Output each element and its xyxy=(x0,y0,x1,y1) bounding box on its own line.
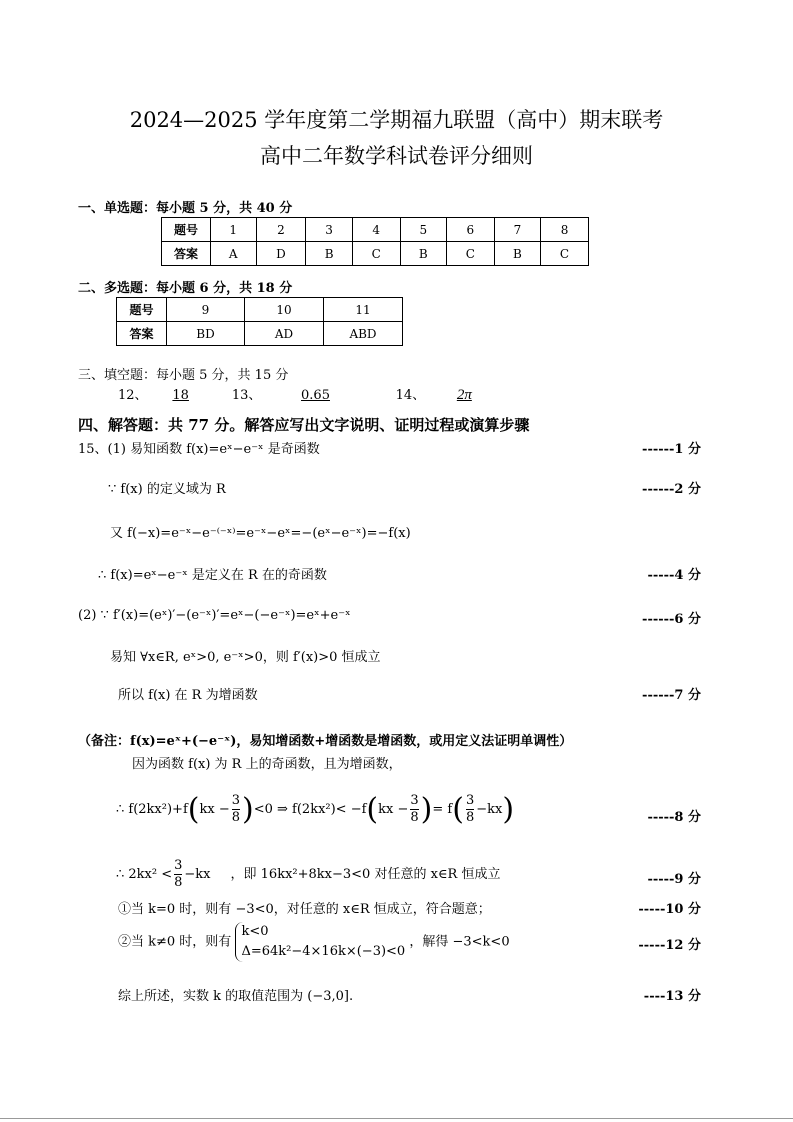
score-label: ----13 分 xyxy=(643,989,701,1004)
case-2-line xyxy=(118,922,510,962)
step-8-line xyxy=(116,792,514,827)
blank-answer: 2π xyxy=(456,387,472,403)
section4-heading: 四、解答题：共 77 分。解答应写出文字说明、证明过程或演算步骤 xyxy=(78,416,530,434)
section2-heading: 二、多选题：每小题 6 分，共 18 分 xyxy=(78,281,293,296)
cell: 9 xyxy=(167,298,245,322)
cell: B xyxy=(306,242,352,266)
proof-line: 15、(1) 易知函数 f(x)=eˣ−e⁻ˣ 是奇函数 xyxy=(78,442,320,457)
blank-answer: 0.65 xyxy=(301,388,330,403)
cell: D xyxy=(256,242,306,266)
condition-system: k<0 Δ=64k²−4×16k×(−3)<0 xyxy=(235,922,405,962)
section1-heading: 一、单选题：每小题 5 分，共 40 分 xyxy=(78,201,293,216)
fill-blank-answers xyxy=(118,384,499,404)
row-label: 题号 xyxy=(162,218,211,242)
remark-line: （备注：f(x)=eˣ+(−e⁻ˣ)，易知增函数+增函数是增函数，或用定义法证明单调性） xyxy=(78,734,573,749)
step-9-line xyxy=(116,858,500,891)
score-label: ------6 分 xyxy=(642,612,701,627)
conclusion-line: 综上所述，实数 k 的取值范围为 (−3,0]. xyxy=(118,989,354,1004)
paren: ) xyxy=(420,792,433,827)
cell: C xyxy=(541,242,589,266)
fraction: $\frac{3}{8}$ xyxy=(410,793,419,825)
cell: 6 xyxy=(446,218,494,242)
score-label: -----12 分 xyxy=(638,938,701,953)
proof-line: (2) ∵ f′(x)=(eˣ)′−(e⁻ˣ)′=eˣ−(−e⁻ˣ)=eˣ+e⁻ˣ xyxy=(78,608,351,623)
expr: −kx xyxy=(184,867,211,882)
score-label: -----4 分 xyxy=(647,568,701,583)
cell: AD xyxy=(245,322,324,346)
section3-heading: 三、填空题：每小题 5 分，共 15 分 xyxy=(78,368,289,383)
cell: B xyxy=(494,242,540,266)
cell: B xyxy=(400,242,446,266)
expr: ∴ 2kx² < xyxy=(116,867,173,882)
cell: 7 xyxy=(494,218,540,242)
table-row xyxy=(162,242,589,266)
multi-choice-table xyxy=(116,297,403,346)
row-label: 答案 xyxy=(162,242,211,266)
score-label: -----10 分 xyxy=(638,902,701,917)
fraction: $\frac{3}{8}$ xyxy=(174,858,183,890)
case-1-line: ①当 k=0 时，则有 −3<0，对任意的 x∈R 恒成立，符合题意； xyxy=(118,902,491,917)
fraction: $\frac{3}{8}$ xyxy=(231,793,240,825)
row-label: 答案 xyxy=(117,322,167,346)
cell: 4 xyxy=(352,218,400,242)
title-line-2: 高中二年数学科试卷评分细则 xyxy=(260,144,533,168)
expr: ，即 16kx²+8kx−3<0 对任意的 x∈R 恒成立 xyxy=(230,867,501,882)
title-line-1: 2024—2025 学年度第二学期福九联盟（高中）期末联考 xyxy=(129,108,664,132)
cell: 3 xyxy=(306,218,352,242)
blank-answer: 18 xyxy=(172,388,189,403)
proof-line: 因为函数 f(x) 为 R 上的奇函数，且为增函数， xyxy=(132,757,402,772)
paren: ( xyxy=(366,792,379,827)
proof-line: 又 f(−x)=e⁻ˣ−e⁻⁽⁻ˣ⁾=e⁻ˣ−eˣ=−(eˣ−e⁻ˣ)=−f(x) xyxy=(110,526,411,541)
cell: C xyxy=(352,242,400,266)
cell: 8 xyxy=(541,218,589,242)
score-label: ------1 分 xyxy=(642,442,701,457)
cell: C xyxy=(446,242,494,266)
table-row xyxy=(117,298,403,322)
expr: <0 ⇒ f(2kx²)< −f xyxy=(253,802,367,817)
table-row xyxy=(162,218,589,242)
cell: 5 xyxy=(400,218,446,242)
proof-line: 所以 f(x) 在 R 为增函数 xyxy=(118,688,258,703)
expr: = f xyxy=(432,802,453,817)
expr: ∴ f(2kx²)+f xyxy=(116,802,188,817)
single-choice-table xyxy=(161,217,589,266)
expr: kx − xyxy=(378,802,409,817)
expr: ，解得 −3<k<0 xyxy=(409,934,510,950)
cell: 10 xyxy=(245,298,324,322)
proof-line: ∴ f(x)=eˣ−e⁻ˣ 是定义在 R 在的奇函数 xyxy=(98,568,327,583)
expr: kx − xyxy=(199,802,230,817)
paren: ( xyxy=(452,792,464,827)
score-label: ------2 分 xyxy=(642,482,701,497)
fraction: $\frac{3}{8}$ xyxy=(465,793,475,825)
cell: 1 xyxy=(211,218,257,242)
blank-num: 12、 xyxy=(118,388,148,403)
row-label: 题号 xyxy=(117,298,167,322)
blank-num: 14、 xyxy=(395,388,426,403)
cell: A xyxy=(211,242,257,266)
paren: ( xyxy=(187,792,200,827)
score-label: -----8 分 xyxy=(647,810,701,825)
paren: ) xyxy=(242,792,254,827)
score-label: -----9 分 xyxy=(647,872,701,887)
page-bottom-rule xyxy=(0,1118,793,1119)
score-label: ------7 分 xyxy=(642,688,701,703)
expr: ②当 k≠0 时，则有 xyxy=(118,934,232,950)
cell: 2 xyxy=(256,218,306,242)
expr: −kx xyxy=(476,802,503,817)
table-row xyxy=(117,322,403,346)
cell: ABD xyxy=(324,322,403,346)
proof-line: 易知 ∀x∈R, eˣ>0, e⁻ˣ>0，则 f′(x)>0 恒成立 xyxy=(110,650,381,665)
blank-num: 13、 xyxy=(231,388,262,403)
cell: BD xyxy=(167,322,245,346)
cell: 11 xyxy=(324,298,403,322)
proof-line: ∵ f(x) 的定义域为 R xyxy=(108,482,226,497)
paren: ) xyxy=(502,792,515,827)
